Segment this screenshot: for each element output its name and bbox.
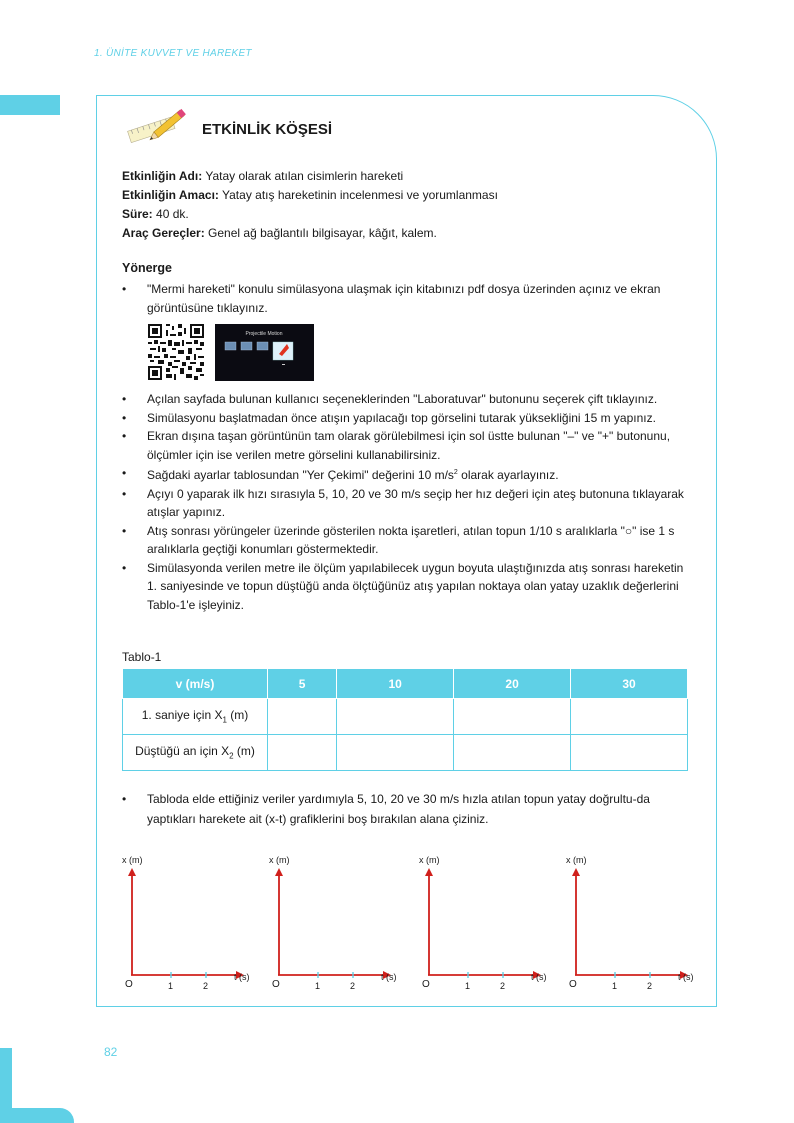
y-axis-arrow-icon — [128, 868, 136, 876]
simulation-title: Projectile Motion — [245, 331, 283, 337]
direction-text: Ekran dışına taşan görüntünün tam olarak görülebilmesi için sol üstte bulunan "–" ve "+" butonunu, ölçümler için ise verilen metre görselini kullanabilirsiniz. — [147, 429, 671, 462]
bullet: • — [122, 792, 127, 806]
graph-x-label: t (s) — [531, 972, 547, 982]
pencil-ruler-icon — [122, 104, 192, 146]
table-cell-input[interactable] — [337, 735, 454, 771]
superscript: 2 — [453, 469, 458, 476]
table-cell-input[interactable] — [571, 699, 688, 735]
row-label-subscript: 1 — [222, 715, 227, 725]
direction-item — [122, 390, 692, 409]
activity-purpose-label: Etkinliğin Amacı: — [122, 188, 219, 202]
direction-item — [122, 522, 692, 559]
tick-label: 2 — [647, 981, 653, 991]
direction-item — [122, 789, 692, 829]
activity-duration-line — [122, 205, 498, 224]
table-cell-input[interactable] — [337, 699, 454, 735]
row-label-text: Düştüğü an için X — [135, 744, 230, 759]
direction-item — [122, 559, 692, 615]
table-header-cell: 5 — [268, 669, 337, 699]
circle-marker: ○ — [624, 523, 633, 538]
y-axis-arrow-icon — [425, 868, 433, 876]
direction-item — [122, 409, 692, 428]
direction-text: Simülasyonu başlatmadan önce atışın yapılacağı top görselini tutarak yüksekliğini 15 m yapınız. — [147, 410, 656, 425]
row-label-unit: (m) — [226, 708, 249, 723]
corner-decoration-bottom — [0, 1108, 74, 1123]
directions-list-1 — [122, 280, 692, 317]
blank-graph-2[interactable] — [267, 850, 402, 995]
bullet: • — [122, 392, 127, 406]
y-axis-arrow-icon — [275, 868, 283, 876]
graph-origin: O — [569, 979, 577, 990]
graph-y-label: x (m) — [419, 855, 440, 865]
table-header-cell: 30 — [571, 669, 688, 699]
activity-tools-line — [122, 224, 498, 243]
direction-text-tail: olarak ayarlayınız. — [457, 468, 559, 482]
tick-label: 2 — [350, 981, 356, 991]
simulation-preview — [215, 324, 314, 381]
directions-title: Yönerge — [122, 261, 173, 275]
data-table — [122, 668, 688, 771]
bullet: • — [122, 560, 127, 575]
tick-label: 1 — [465, 981, 471, 991]
table-cell-input[interactable] — [454, 735, 571, 771]
activity-purpose-line — [122, 186, 498, 205]
table-header-cell: v (m/s) — [123, 669, 268, 699]
y-axis-arrow-icon — [572, 868, 580, 876]
direction-text: "Mermi hareketi" konulu simülasyona ulaşmak için kitabınızı pdf dosya üzerinden açınız ve ekran görüntüsüne tıklayınız. — [147, 282, 661, 315]
blank-graph-3[interactable] — [417, 850, 552, 995]
table-cell-input[interactable] — [268, 699, 337, 735]
qr-code[interactable] — [148, 324, 204, 380]
tick-label: 2 — [203, 981, 209, 991]
direction-text: Sağdaki ayarlar tablosundan "Yer Çekimi" değerini 10 m/s — [147, 468, 454, 482]
activity-tools-label: Araç Gereçler: — [122, 226, 205, 240]
directions-list-2 — [122, 390, 692, 614]
tick-label: 2 — [500, 981, 506, 991]
activity-info — [122, 167, 498, 243]
graph-axes — [564, 850, 699, 995]
activity-purpose-value: Yatay atış hareketinin incelenmesi ve yorumlanması — [218, 188, 498, 202]
table-cell-input[interactable] — [454, 699, 571, 735]
direction-item — [122, 427, 692, 464]
direction-text: Açılan sayfada bulunan kullanıcı seçeneklerinden "Laboratuvar" butonunu seçerek çift tıklayınız. — [147, 392, 658, 406]
direction-text: Tabloda elde ettiğiniz veriler yardımıyla 5, 10, 20 ve 30 m/s hızla atılan topun yatay doğrultu-da yaptıkları harekete ait (x-t) grafiklerini boş bırakılan alana çiziniz. — [147, 792, 650, 826]
graph-y-label: x (m) — [122, 855, 143, 865]
bullet: • — [122, 466, 127, 480]
table-caption: Tablo-1 — [122, 650, 162, 664]
activity-duration-label: Süre: — [122, 207, 153, 221]
graph-x-label: t (s) — [381, 972, 397, 982]
unit-header: 1. ÜNİTE KUVVET VE HAREKET — [94, 48, 252, 59]
table-row — [123, 735, 688, 771]
blank-graph-1[interactable] — [120, 850, 255, 995]
direction-item — [122, 464, 692, 485]
graph-axes — [120, 850, 255, 995]
table-header-cell: 20 — [454, 669, 571, 699]
direction-item — [122, 280, 692, 317]
tick-label: 1 — [612, 981, 618, 991]
row-label — [123, 735, 268, 771]
bullet: • — [122, 486, 127, 501]
side-tab — [0, 95, 60, 115]
activity-name-value: Yatay olarak atılan cisimlerin hareketi — [202, 169, 404, 183]
row-label — [123, 699, 268, 735]
graph-origin: O — [125, 979, 133, 990]
tick-label: 1 — [315, 981, 321, 991]
bullet: • — [122, 523, 127, 538]
graph-x-label: t (s) — [678, 972, 694, 982]
graph-y-label: x (m) — [566, 855, 587, 865]
blank-graph-4[interactable] — [564, 850, 699, 995]
direction-item — [122, 485, 692, 522]
table-header-row — [123, 669, 688, 699]
row-label-unit: (m) — [233, 744, 255, 759]
graph-origin: O — [272, 979, 280, 990]
graph-x-label: t (s) — [234, 972, 250, 982]
row-label-text: 1. saniye için X — [141, 708, 223, 723]
row-label-subscript: 2 — [229, 751, 234, 761]
direction-text-tail: " ise 1 s aralıklarla geçtiği konumları göstermektedir. — [147, 523, 675, 556]
table-row — [123, 699, 688, 735]
directions-list-3 — [122, 789, 692, 829]
graph-axes — [267, 850, 402, 995]
graph-origin: O — [422, 979, 430, 990]
direction-text: Açıyı 0 yaparak ilk hızı sırasıyla 5, 10, 20 ve 30 m/s seçip her hız değeri için ateş butonuna tıklayarak atışlar yapınız. — [147, 486, 684, 519]
bullet: • — [122, 410, 127, 425]
page-number: 82 — [104, 1045, 118, 1059]
bullet: • — [122, 282, 127, 296]
table-cell-input[interactable] — [571, 735, 688, 771]
simulation-thumbnail[interactable] — [215, 324, 314, 381]
activity-tools-value: Genel ağ bağlantılı bilgisayar, kâğıt, kalem. — [204, 226, 437, 240]
graph-y-label: x (m) — [269, 855, 290, 865]
tick-label: 1 — [168, 981, 174, 991]
activity-name-label: Etkinliğin Adı: — [122, 169, 203, 183]
section-title: ETKİNLİK KÖŞESİ — [202, 121, 333, 138]
table-header-cell: 10 — [337, 669, 454, 699]
graph-axes — [417, 850, 552, 995]
table-cell-input[interactable] — [268, 735, 337, 771]
direction-text: Atış sonrası yörüngeler üzerinde gösterilen nokta işaretleri, atılan topun 1/10 s aralıklarla " — [147, 523, 625, 538]
activity-name-line — [122, 167, 498, 186]
direction-text: Simülasyonda verilen metre ile ölçüm yapılabilecek uygun boyuta ulaştığınızda atış sonrası hareketin 1. saniyesinde ve topun düştüğü anda ölçtüğünüz atış yapılan noktaya olan yatay uzaklık değerlerini Tablo-1'e işleyiniz. — [147, 560, 684, 612]
bullet: • — [122, 429, 127, 443]
activity-duration-value: 40 dk. — [152, 207, 189, 221]
